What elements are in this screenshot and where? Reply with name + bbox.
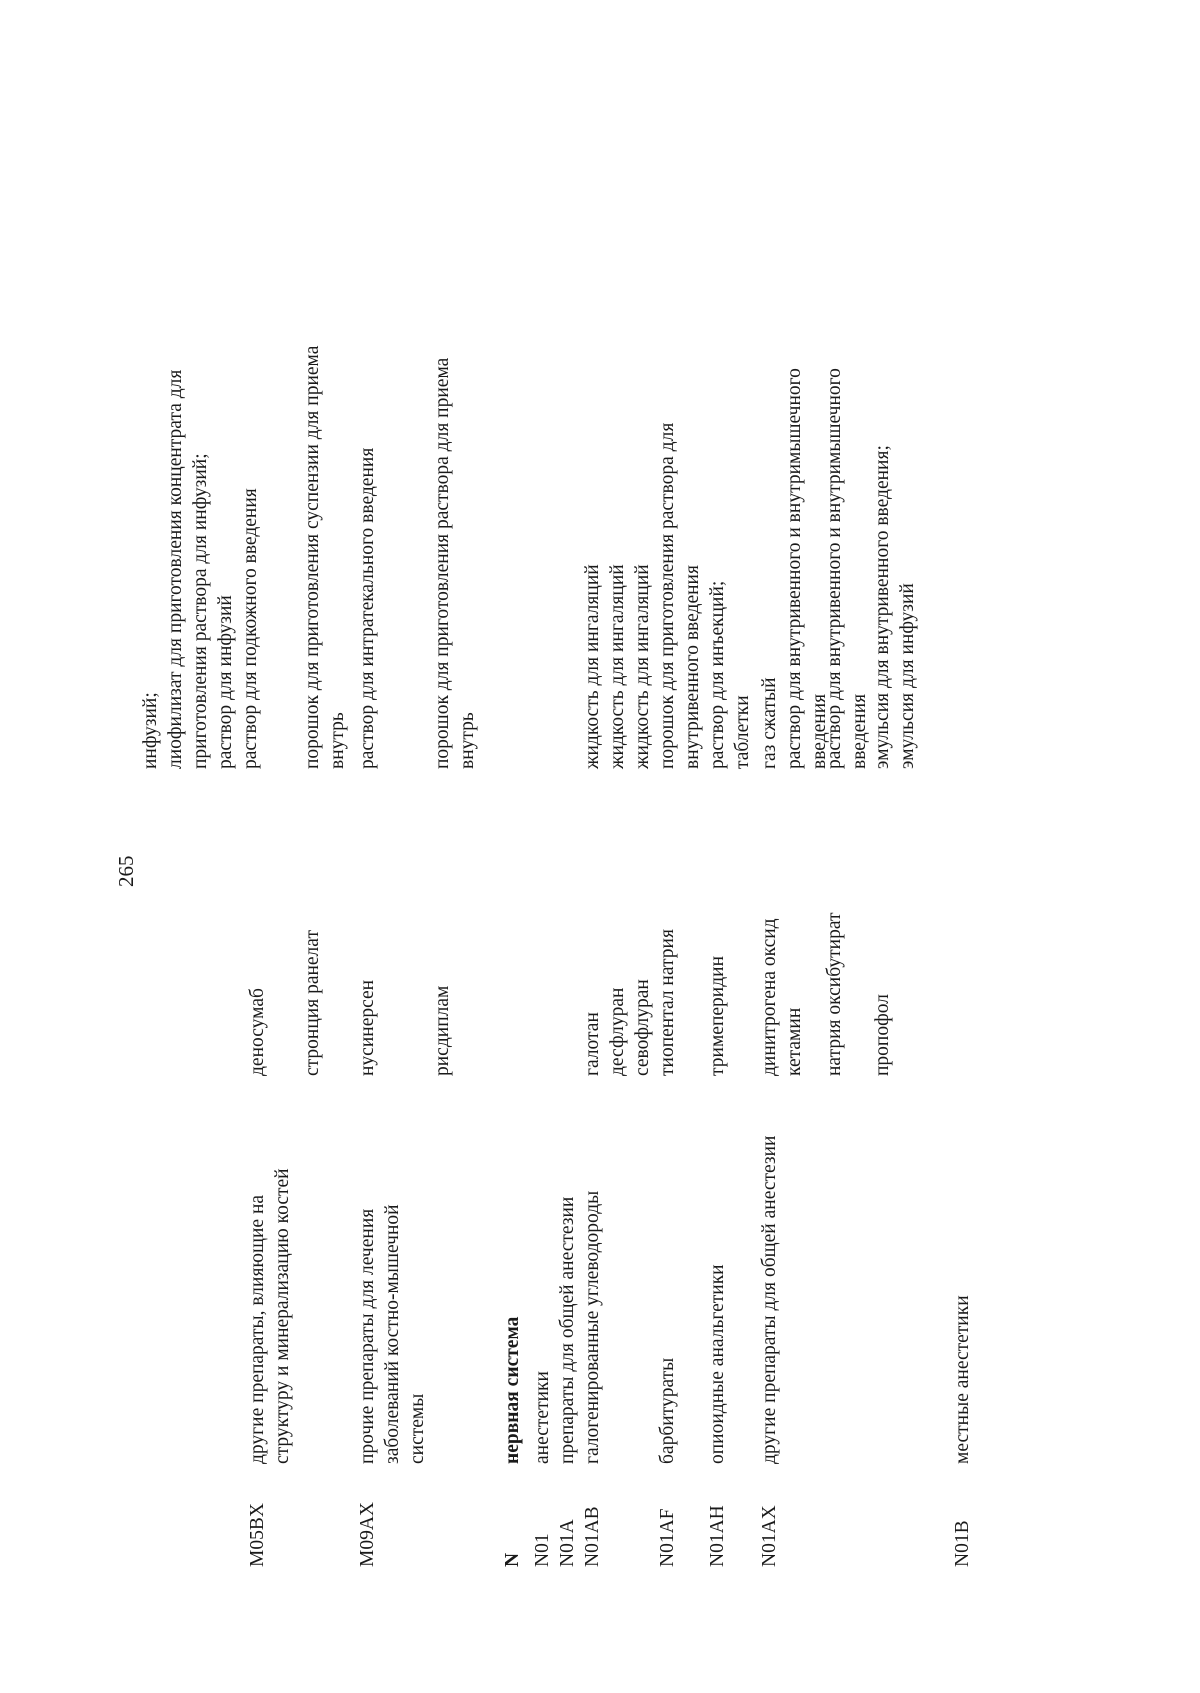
anatomical-group bbox=[245, 1084, 295, 1464]
anatomical-group bbox=[530, 1084, 555, 1464]
atc-code: M09AX bbox=[357, 1501, 378, 1567]
drug-name-line: динитрогена оксид bbox=[759, 918, 780, 1076]
dosage-form-line: введения bbox=[849, 693, 870, 769]
dosage-form-line: эмульсия для инфузий bbox=[897, 583, 918, 769]
anatomical-group-line: барбитураты bbox=[657, 1357, 678, 1464]
dosage-form bbox=[300, 129, 350, 769]
dosage-form-line: таблетки bbox=[732, 695, 753, 769]
anatomical-group bbox=[580, 1084, 605, 1464]
dosage-form-line: раствор для подкожного введения bbox=[240, 488, 261, 769]
dosage-form bbox=[822, 129, 872, 769]
dosage-form-line: приготовления раствора для инфузий; bbox=[190, 453, 211, 769]
drug-name-line: кетамин bbox=[784, 1007, 805, 1076]
dosage-form-line: введения bbox=[809, 693, 830, 769]
anatomical-group-line: другие препараты, влияющие на bbox=[247, 1194, 268, 1464]
drug-name-line: деносумаб bbox=[247, 988, 268, 1076]
anatomical-group-line: нервная система bbox=[502, 1316, 523, 1464]
dosage-form bbox=[580, 129, 655, 769]
drug-name-line: севофлуран bbox=[632, 979, 653, 1076]
anatomical-group-line: заболеваний костно-мышечной bbox=[382, 1204, 403, 1464]
dosage-form-line: раствор для инъекций; bbox=[707, 580, 728, 769]
dosage-form-line: лиофилизат для приготовления концентрата для bbox=[165, 369, 186, 769]
anatomical-group bbox=[655, 1084, 680, 1464]
dosage-form-line: порошок для приготовления суспензии для приема bbox=[302, 345, 323, 769]
dosage-form-line: раствор для внутривенного и внутримышечного bbox=[824, 368, 845, 769]
dosage-form bbox=[138, 129, 263, 769]
anatomical-group-line: другие препараты для общей анестезии bbox=[759, 1135, 780, 1464]
anatomical-group-line: прочие препараты для лечения bbox=[357, 1208, 378, 1464]
anatomical-group bbox=[705, 1084, 730, 1464]
drug-name bbox=[355, 786, 380, 1076]
drug-name bbox=[430, 786, 455, 1076]
atc-code: M05BX bbox=[247, 1503, 268, 1567]
anatomical-group-line: системы bbox=[407, 1393, 428, 1464]
atc-code: N01AX bbox=[759, 1505, 780, 1567]
dosage-form bbox=[870, 129, 920, 769]
dosage-form-line: внутрь bbox=[457, 712, 478, 769]
drug-name bbox=[757, 786, 807, 1076]
dosage-form bbox=[705, 129, 755, 769]
dosage-form bbox=[757, 129, 832, 769]
dosage-form-line: порошок для приготовления раствора для приема bbox=[432, 357, 453, 769]
anatomical-group-line: местные анестетики bbox=[952, 1295, 973, 1464]
drug-name-line: тиопентал натрия bbox=[657, 929, 678, 1076]
drug-name bbox=[870, 786, 895, 1076]
anatomical-group-line: анестетики bbox=[532, 1371, 553, 1464]
anatomical-group bbox=[355, 1084, 430, 1464]
dosage-form-line: жидкость для ингаляций bbox=[582, 564, 603, 769]
dosage-form-line: газ сжатый bbox=[759, 677, 780, 769]
page-number: 265 bbox=[114, 855, 138, 887]
atc-code: N01 bbox=[532, 1533, 553, 1567]
drug-name-line: пропофол bbox=[872, 994, 893, 1076]
anatomical-group-line: структуру и минерализацию костей bbox=[272, 1168, 293, 1464]
atc-code: N01AF bbox=[657, 1508, 678, 1567]
drug-name-line: галотан bbox=[582, 1012, 603, 1076]
dosage-form-line: порошок для приготовления раствора для bbox=[657, 422, 678, 769]
drug-name bbox=[580, 786, 655, 1076]
dosage-form-line: инфузий; bbox=[140, 692, 161, 769]
atc-code: N bbox=[502, 1552, 523, 1567]
anatomical-group-line: галогенированные углеводороды bbox=[582, 1190, 603, 1464]
drug-name-line: нусинерсен bbox=[357, 979, 378, 1076]
anatomical-group-line: препараты для общей анестезии bbox=[557, 1196, 578, 1464]
dosage-form-line: раствор для внутривенного и внутримышечного bbox=[784, 368, 805, 769]
drug-name bbox=[300, 786, 325, 1076]
dosage-form bbox=[430, 129, 480, 769]
anatomical-group bbox=[950, 1084, 975, 1464]
anatomical-group bbox=[555, 1084, 580, 1464]
dosage-form bbox=[355, 129, 380, 769]
dosage-form-line: жидкость для ингаляций bbox=[607, 564, 628, 769]
drug-name-line: тримеперидин bbox=[707, 955, 728, 1076]
atc-code: N01A bbox=[557, 1519, 578, 1567]
drug-name bbox=[245, 786, 270, 1076]
dosage-form-line: эмульсия для внутривенного введения; bbox=[872, 445, 893, 769]
drug-name-line: стронция ранелат bbox=[302, 930, 323, 1076]
anatomical-group bbox=[757, 1084, 782, 1464]
dosage-form-line: внутрь bbox=[327, 712, 348, 769]
dosage-form-line: раствор для интратекального введения bbox=[357, 447, 378, 769]
dosage-form-line: жидкость для ингаляций bbox=[632, 564, 653, 769]
drug-name bbox=[655, 786, 680, 1076]
drug-name-line: натрия оксибутират bbox=[824, 912, 845, 1076]
atc-code: N01AB bbox=[582, 1506, 603, 1567]
anatomical-group bbox=[500, 1084, 525, 1464]
anatomical-group-line: опиоидные анальгетики bbox=[707, 1264, 728, 1464]
drug-name bbox=[705, 786, 730, 1076]
atc-code: N01AH bbox=[707, 1505, 728, 1567]
dosage-form-line: раствор для инфузий bbox=[215, 595, 236, 769]
atc-code: N01B bbox=[952, 1520, 973, 1567]
drug-name-line: рисдиплам bbox=[432, 985, 453, 1076]
drug-name-line: десфлуран bbox=[607, 987, 628, 1076]
dosage-form-line: внутривенного введения bbox=[682, 565, 703, 769]
drug-name bbox=[822, 786, 847, 1076]
dosage-form bbox=[655, 129, 705, 769]
